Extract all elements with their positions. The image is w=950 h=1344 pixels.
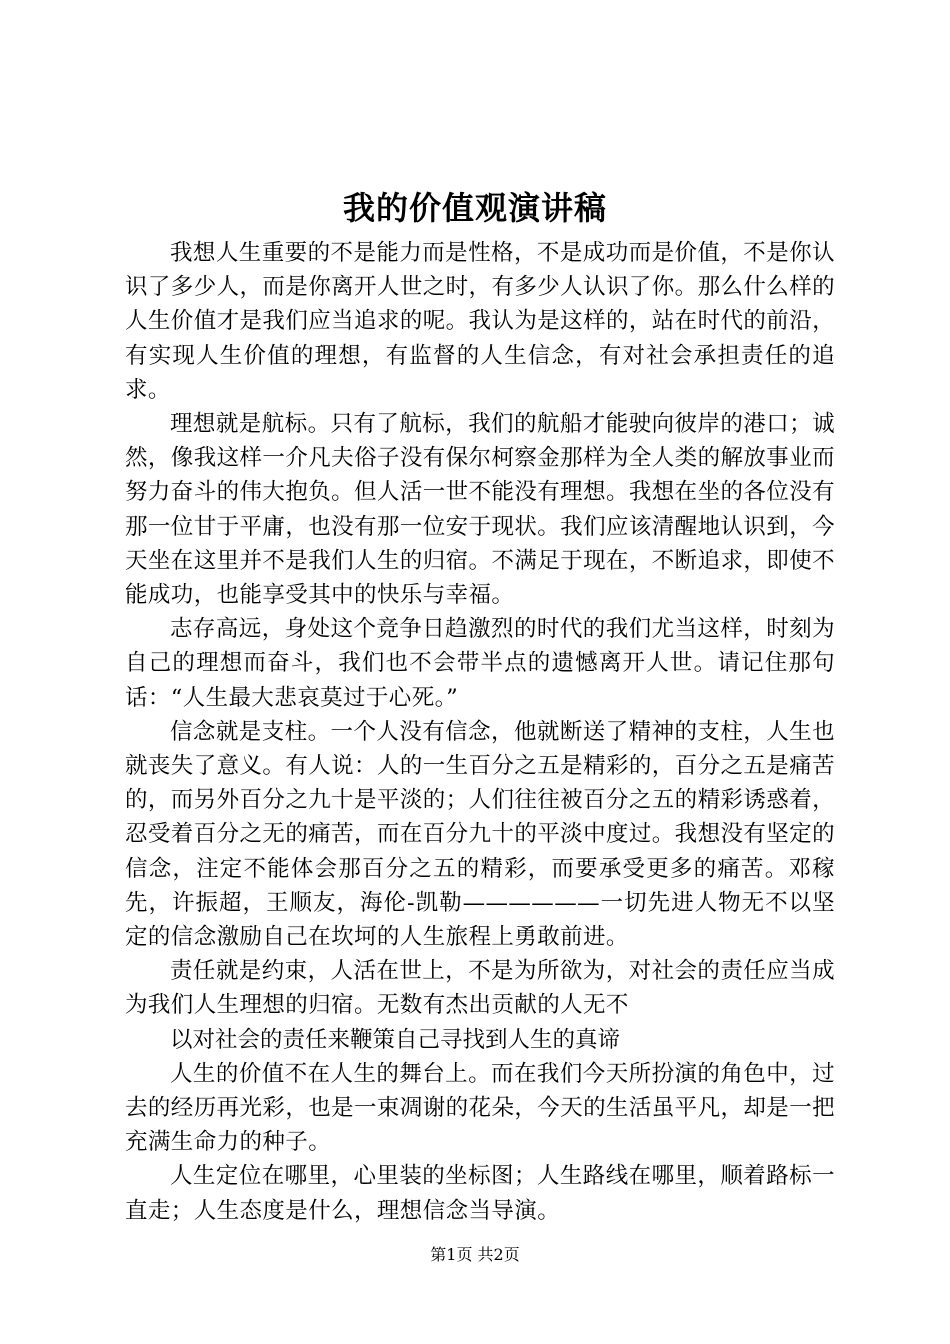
paragraph-1: 我想人生重要的不是能力而是性格，不是成功而是价值，不是你认识了多少人，而是你离开人世之时，有多少人认识了你。那么什么样的人生价值才是我们应当追求的呢。我认为是这样的，站在时代的前沿，有实现人生价值的理想，有监督的人生信念，有对社会承担责任的追求。 <box>125 240 835 403</box>
paragraph-5: 责任就是约束，人活在世上，不是为所欲为，对社会的责任应当成为我们人生理想的归宿。无数有杰出贡献的人无不 <box>125 958 835 1019</box>
paragraph-2: 理想就是航标。只有了航标，我们的航船才能驶向彼岸的港口；诚然，像我这样一介凡夫俗子没有保尔柯察金那样为全人类的解放事业而努力奋斗的伟大抱负。但人活一世不能没有理想。我想在坐的各位没有那一位甘于平庸，也没有那一位安于现状。我们应该清醒地认识到，今天坐在这里并不是我们人生的归宿。不满足于现在，不断追求，即使不能成功，也能享受其中的快乐与幸福。 <box>125 411 835 609</box>
document-title: 我的价值观演讲稿 <box>342 189 607 227</box>
paragraph-8: 人生定位在哪里，心里装的坐标图；人生路线在哪里，顺着路标一直走；人生态度是什么，理想信念当导演。 <box>125 1163 835 1224</box>
document-body <box>125 236 835 1228</box>
paragraph-3: 志存高远，身处这个竞争日趋激烈的时代的我们尤当这样，时刻为自己的理想而奋斗，我们也不会带半点的遗憾离开人世。请记住那句话：“人生最大悲哀莫过于心死。” <box>125 616 835 711</box>
paragraph-7: 人生的价值不在人生的舞台上。而在我们今天所扮演的角色中，过去的经历再光彩，也是一束凋谢的花朵，今天的生活虽平凡，却是一把充满生命力的种子。 <box>125 1060 835 1156</box>
paragraph-6: 以对社会的责任来鞭策自己寻找到人生的真谛 <box>170 1026 621 1053</box>
paragraph-4: 信念就是支柱。一个人没有信念，他就断送了精神的支柱，人生也就丧失了意义。有人说：人的一生百分之五是精彩的，百分之五是痛苦的，而另外百分之九十是平淡的；人们往往被百分之五的精彩诱惑着，忍受着百分之无的痛苦，而在百分九十的平淡中度过。我想没有坚定的信念，注定不能体会那百分之五的精彩，而要承受更多的痛苦。邓稼先，许振超，王顺友，海伦-凯勒——————一切先进人物无不以坚定的信念激励自己在坎坷的人生旅程上勇敢前进。 <box>125 718 835 951</box>
page-footer: 第1页 共2页 <box>430 1245 520 1264</box>
